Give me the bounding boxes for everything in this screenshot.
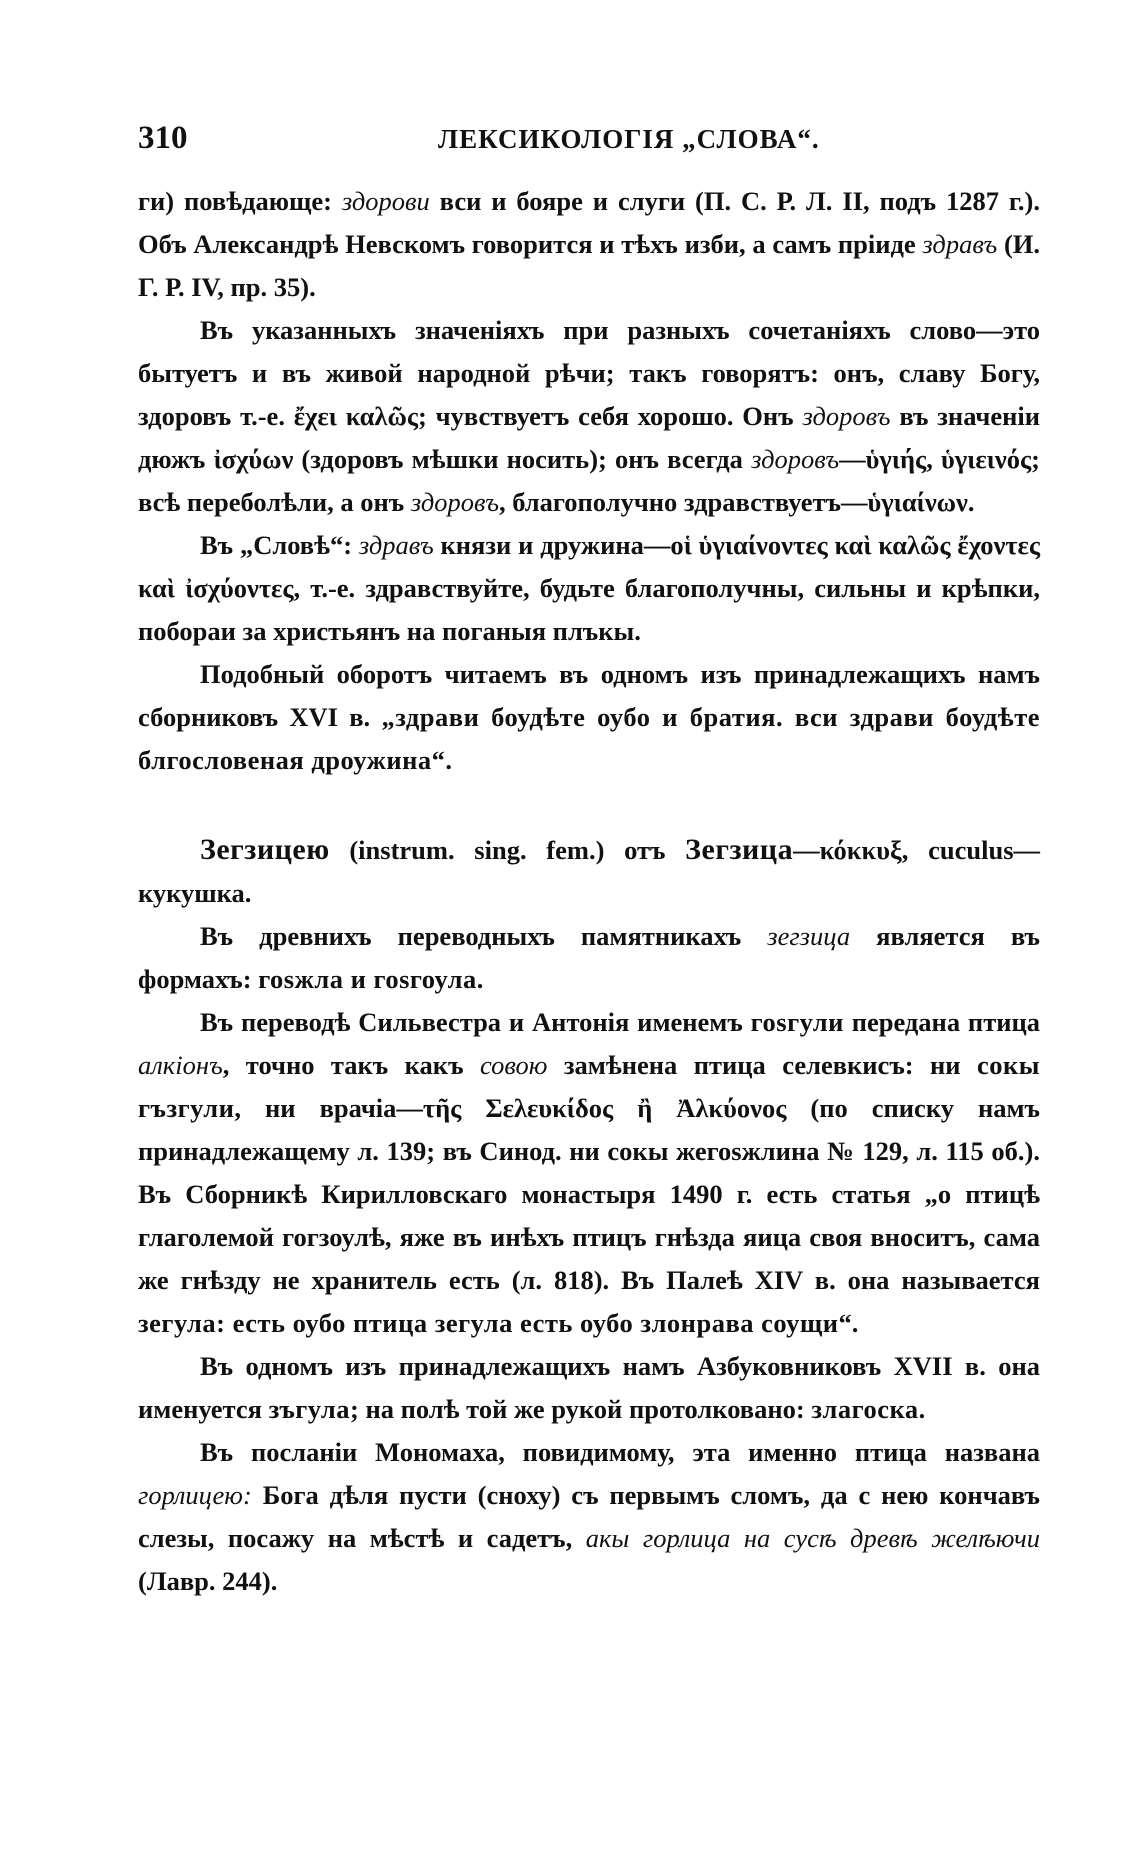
page-header	[138, 120, 1038, 160]
running-title: ЛЕКСИКОЛОГІЯ „СЛОВА“.	[438, 124, 820, 154]
section-gap	[138, 782, 1040, 828]
paragraph-7: Въ переводѣ Сильвестра и Антонія именемъ гоѕгули передана птица алкіонъ, точно такъ какъ совою замѣнена птица селевкисъ: ни сокы гъзгули, ни врачіа—τῆς Σελευκίδος ἢ Ἀλκύονος (по списку намъ принадлежащему л. 139; въ Синод. ни сокы жегоѕжлина № 129, л. 115 об.). Въ Сборникѣ Кирилловскаго монастыря 1490 г. есть статья „о птицѣ глаголемой гогзоулѣ, яже въ инѣхъ птицъ гнѣзда яица своя вноситъ, сама же гнѣзду не хранитель есть (л. 818). Въ Палеѣ XIV в. она называется зегула: есть оубо птица зегула есть оубо злонрава соущи“.	[138, 1007, 1041, 1338]
church-slavonic-quote: „здрави боудѣте оубо и братия. вси здрави боудѣте блгословеная дроужина“.	[138, 702, 1040, 775]
headword-entry: Зегзицею (instrum. sing. fem.) отъ Зегзица—κόκκυξ, cuculus—кукушка.	[138, 833, 1041, 908]
paragraph-6: Въ древнихъ переводныхъ памятникахъ зегзица является въ формахъ: гоѕжла и гоѕгоула.	[138, 921, 1040, 994]
paragraph-3: Въ „Словѣ“: здравъ князи и дружина—οἱ ὑγιαίνοντες καὶ καλῶς ἔχοντες καὶ ἰσχύοντες, т.-е. здравствуйте, будьте благополучны, сильны и крѣпки, побораи за христьянъ на поганыя плъкы.	[138, 530, 1040, 646]
paragraph-4: Подобный оборотъ читаемъ въ одномъ изъ принадлежащихъ намъ сборниковъ XVI в. „здрави боудѣте оубо и братия. вси здрави боудѣте блгословеная дроужина“.	[138, 659, 1040, 775]
body-text	[138, 180, 1040, 1603]
paragraph-9: Въ посланіи Мономаха, повидимому, эта именно птица названа горлицею: Бога дѣля пусти (сноху) съ первымъ сломъ, да с нею кончавъ слезы, посажу на мѣстѣ и садетъ, акы горлица на сусѣ древѣ желѣючи (Лавр. 244).	[138, 1437, 1040, 1596]
paragraph-2: Въ указанныхъ значеніяхъ при разныхъ сочетаніяхъ слово—это бытуетъ и въ живой народной рѣчи; такъ говорятъ: онъ, славу Богу, здоровъ т.-е. ἔχει καλῶς; чувствуетъ себя хорошо. Онъ здоровъ въ значеніи дюжъ ἰσχύων (здоровъ мѣшки носить); онъ всегда здоровъ—ὑγιής, ὑγιεινός; всѣ переболѣли, а онъ здоровъ, благополучно здравствуетъ—ὑγιαίνων.	[138, 315, 1040, 517]
headword: Зегзицею	[200, 833, 330, 866]
paragraph-1: ги) повѣдающе: здорови вси и бояре и слуги (П. С. Р. Л. II, подъ 1287 г.). Объ Александрѣ Невскомъ говорится и тѣхъ изби, а самъ пріиде здравъ (И. Г. Р. IV, пр. 35).	[138, 186, 1041, 302]
paragraph-8: Въ одномъ изъ принадлежащихъ намъ Азбуковниковъ XVII в. она именуется зъгула; на полѣ той же рукой протолковано: злагоска.	[138, 1351, 1040, 1424]
page-number: 310	[138, 120, 188, 156]
